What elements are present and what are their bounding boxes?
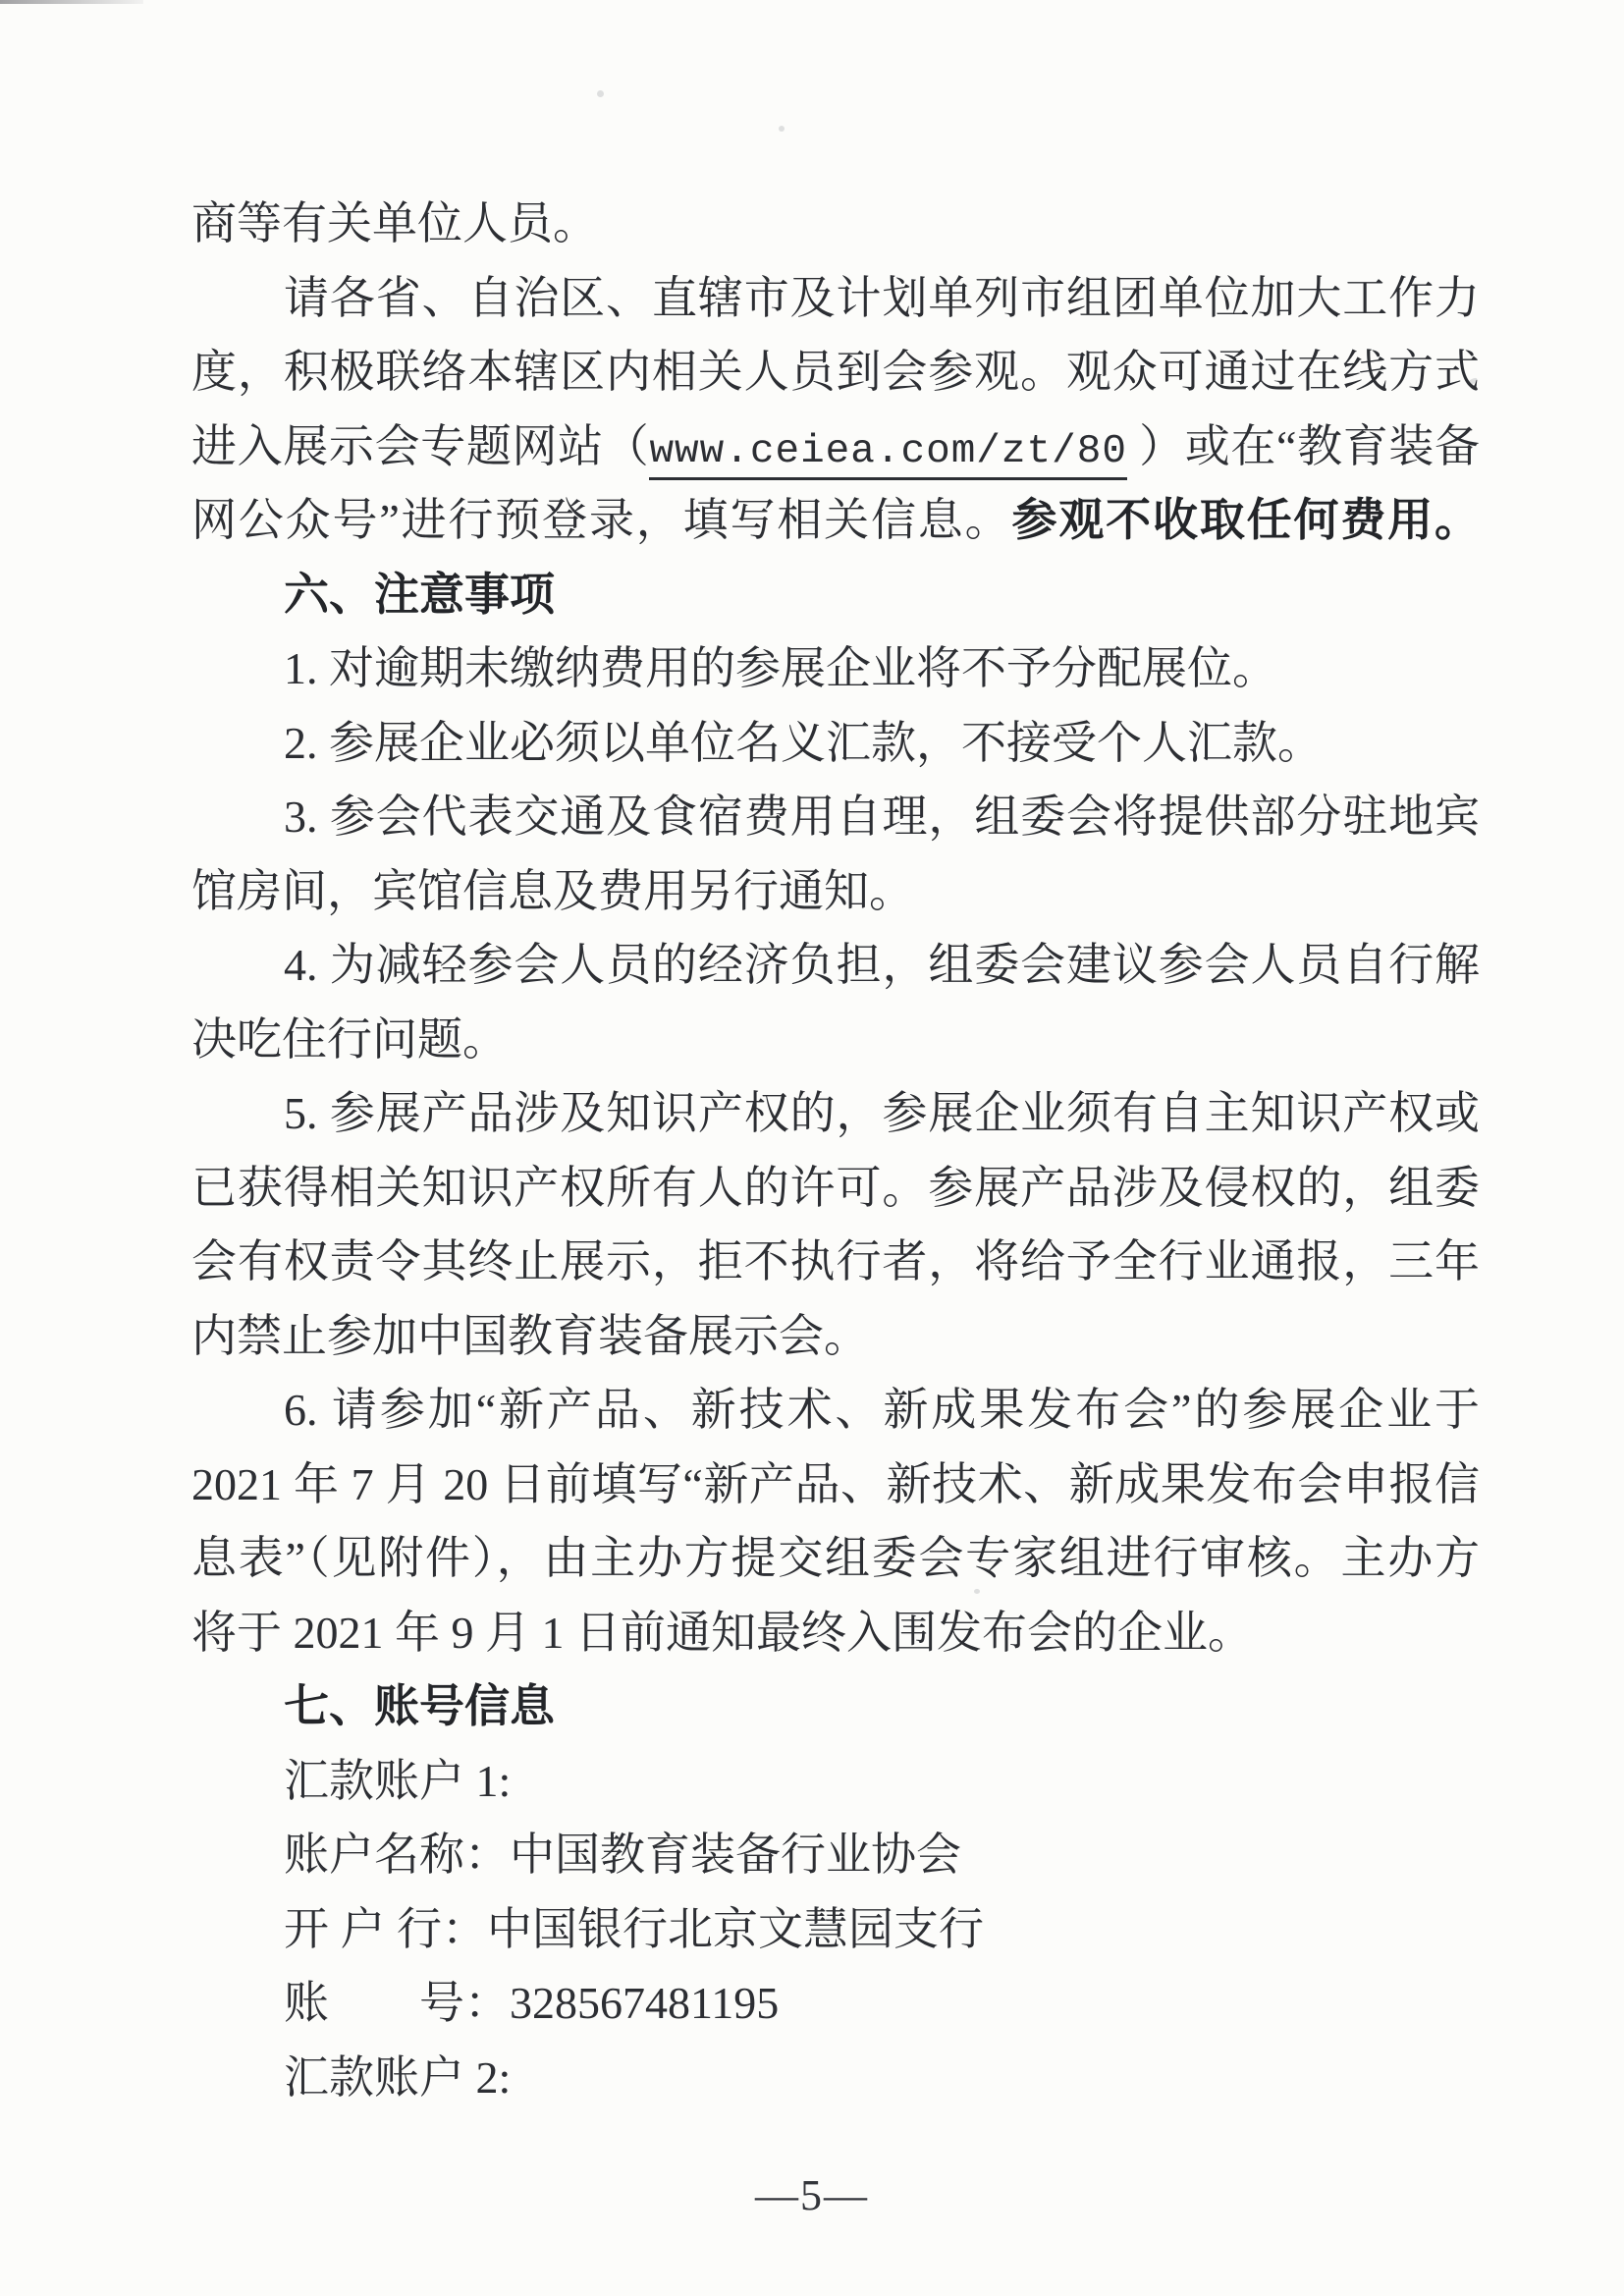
text-segment: 开 户 行：中国银行北京文慧园支行 — [284, 1903, 984, 1954]
text-line-17 — [191, 1373, 1480, 1448]
text-line-23 — [191, 1818, 1480, 1892]
text-segment: ）或在“教育装备 — [1126, 420, 1481, 471]
text-line-3 — [191, 335, 1480, 410]
text-segment: 1. 对逾期未缴纳费用的参展企业将不予分配展位。 — [284, 643, 1277, 693]
text-segment: 5. 参展产品涉及知识产权的，参展企业须有自主知识产权或 — [284, 1088, 1480, 1138]
text-segment: 已获得相关知识产权所有人的许可。参展产品涉及侵权的，组委 — [191, 1162, 1480, 1213]
text-line-15 — [191, 1225, 1480, 1299]
text-line-18 — [191, 1448, 1480, 1522]
text-segment: 2021 年 7 月 20 日前填写“新产品、新技术、新成果发布会申报信 — [191, 1458, 1480, 1509]
text-line-22 — [191, 1744, 1480, 1819]
text-segment: 会有权责令其终止展示，拒不执行者，将给予全行业通报，三年 — [191, 1236, 1480, 1286]
text-segment: 商等有关单位人员。 — [191, 198, 598, 248]
text-line-9 — [191, 780, 1480, 854]
text-line-14 — [191, 1151, 1480, 1226]
emphasis-text: 参观不收取任何费用。 — [1011, 495, 1481, 545]
text-segment: 2. 参展企业必须以单位名义汇款，不接受个人汇款。 — [284, 717, 1323, 768]
text-line-26 — [191, 2041, 1480, 2115]
text-segment: 汇款账户 1: — [284, 1755, 512, 1806]
text-segment: 七、账号信息 — [284, 1681, 555, 1731]
text-line-21 — [191, 1669, 1480, 1744]
document-body — [191, 187, 1480, 2114]
text-line-5 — [191, 483, 1480, 558]
text-line-4 — [191, 410, 1480, 484]
text-segment: 6. 请参加“新产品、新技术、新成果发布会”的参展企业于 — [284, 1385, 1480, 1435]
text-line-11 — [191, 928, 1480, 1003]
text-line-7 — [191, 631, 1480, 706]
text-segment: 请各省、自治区、直辖市及计划单列市组团单位加大工作力 — [284, 272, 1480, 323]
text-line-8 — [191, 706, 1480, 781]
text-line-24 — [191, 1892, 1480, 1967]
text-segment: 账 号：328567481195 — [284, 1978, 780, 2028]
scan-speck — [779, 126, 785, 132]
text-segment: 汇款账户 2: — [284, 2051, 512, 2103]
text-line-13 — [191, 1076, 1480, 1151]
text-segment: 馆房间，宾馆信息及费用另行通知。 — [191, 865, 914, 916]
text-line-25 — [191, 1966, 1480, 2041]
text-segment: 4. 为减轻参会人员的经济负担，组委会建议参会人员自行解 — [284, 940, 1480, 990]
text-line-20 — [191, 1596, 1480, 1670]
text-segment: 六、注意事项 — [284, 569, 555, 620]
text-segment: 将于 2021 年 9 月 1 日前通知最终入围发布会的企业。 — [191, 1607, 1253, 1658]
text-segment: 账户名称：中国教育装备行业协会 — [284, 1830, 961, 1880]
text-segment: 内禁止参加中国教育装备展示会。 — [191, 1310, 869, 1361]
text-segment: 3. 参会代表交通及食宿费用自理，组委会将提供部分驻地宾 — [284, 792, 1480, 842]
scan-speck — [597, 90, 604, 97]
text-line-16 — [191, 1299, 1480, 1374]
text-segment: 息表”（见附件），由主办方提交组委会专家组进行审核。主办方 — [191, 1533, 1480, 1583]
scan-edge-artifact — [0, 0, 143, 4]
text-line-1 — [191, 187, 1480, 261]
text-segment: 决吃住行问题。 — [191, 1013, 508, 1065]
text-segment: 度，积极联络本辖区内相关人员到会参观。观众可通过在线方式 — [191, 347, 1480, 397]
text-line-10 — [191, 854, 1480, 929]
page-number: —5— — [755, 2171, 869, 2219]
url-text: www.ceiea.com/zt/80 — [649, 429, 1126, 480]
text-line-6 — [191, 558, 1480, 632]
text-line-12 — [191, 1003, 1480, 1077]
text-segment: 网公众号”进行预登录，填写相关信息。 — [191, 495, 1012, 545]
text-line-2 — [191, 261, 1480, 336]
text-segment: 进入展示会专题网站（ — [191, 420, 650, 471]
text-line-19 — [191, 1521, 1480, 1596]
